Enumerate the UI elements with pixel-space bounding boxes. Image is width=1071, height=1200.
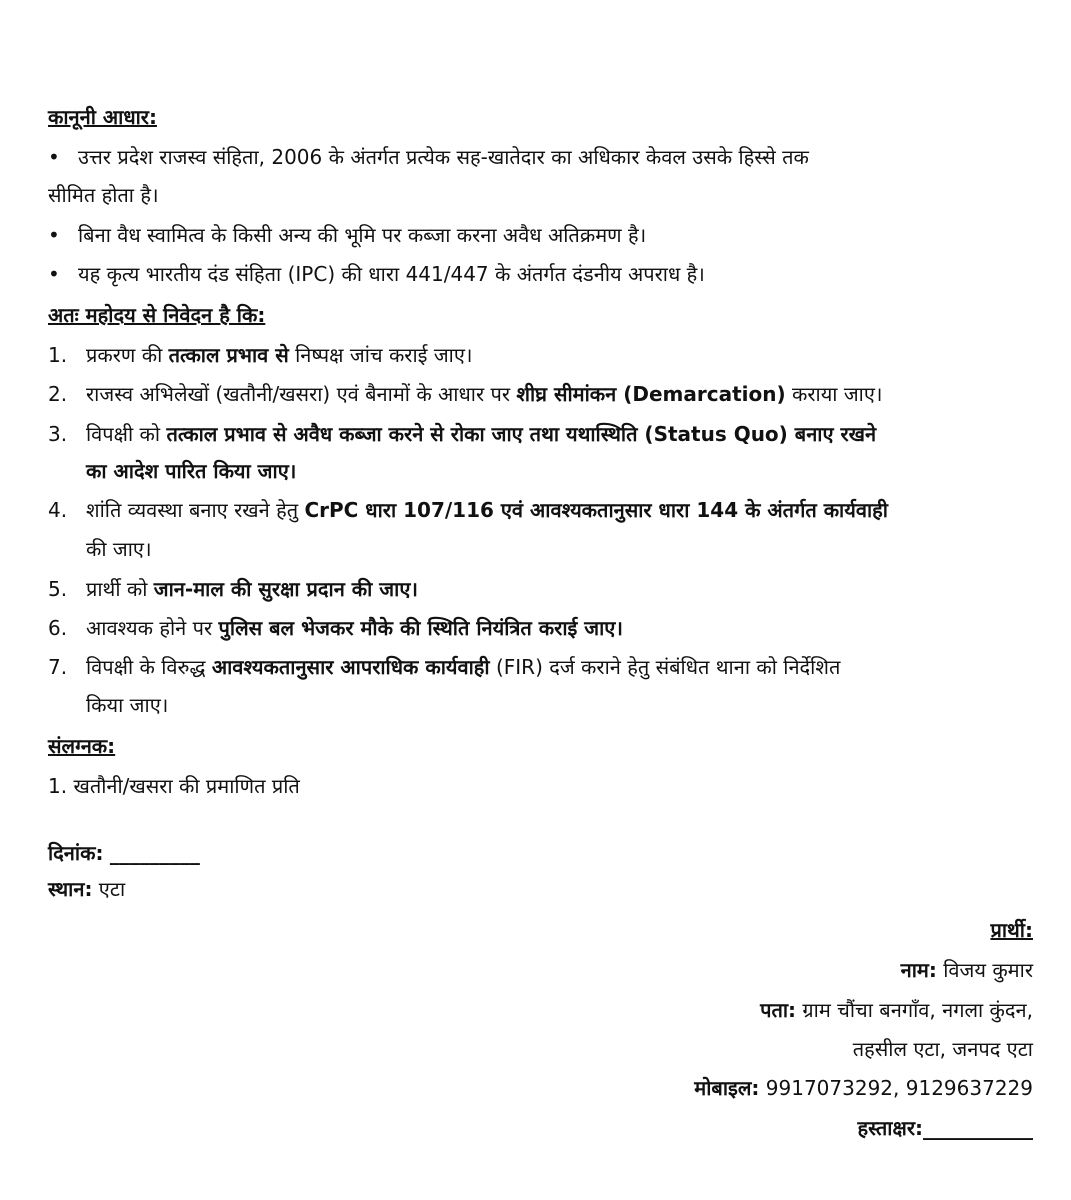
request-item-continuation: किया जाए।: [86, 693, 169, 717]
mobile-value: 9917073292, 9129637229: [759, 1076, 1033, 1100]
item-text: शांति व्यवस्था बनाए रखने हेतु: [86, 498, 305, 522]
item-text-bold: पुलिस बल भेजकर मौके की स्थिति नियंत्रित कराई जाए।: [218, 616, 623, 640]
legal-basis-item-continuation: सीमित होता है।: [48, 183, 159, 207]
item-number: 1.: [48, 774, 68, 798]
legal-basis-item-text: यह कृत्य भारतीय दंड संहिता (IPC) की धारा 441/447 के अंतर्गत दंडनीय अपराध है।: [78, 262, 705, 286]
request-item-continuation: का आदेश पारित किया जाए।: [86, 459, 297, 483]
request-item: [48, 575, 418, 603]
date-label: दिनांक:: [48, 841, 104, 865]
item-number: 2.: [48, 382, 68, 406]
item-number: 7.: [48, 655, 68, 679]
applicant-signature: [858, 1114, 1034, 1142]
item-number: 4.: [48, 498, 68, 522]
place-label: स्थान:: [48, 877, 93, 901]
date-blank: _________: [109, 841, 200, 865]
applicant-mobile: [694, 1074, 1033, 1102]
item-text: विपक्षी के विरुद्ध: [86, 655, 212, 679]
legal-basis-item: [48, 143, 809, 171]
item-text: प्रार्थी को: [86, 577, 154, 601]
item-text-bold: जान-माल की सुरक्षा प्रदान की जाए।: [153, 577, 418, 601]
request-item: [48, 420, 876, 448]
name-label: नाम:: [900, 958, 937, 982]
place-value: एटा: [92, 877, 126, 901]
applicant-heading: प्रार्थी:: [990, 918, 1033, 942]
item-text-bold: तत्काल प्रभाव से: [168, 343, 289, 367]
address-line-1: ग्राम चौंचा बनगाँव, नगला कुंदन,: [796, 998, 1033, 1022]
request-item: [48, 341, 473, 369]
attachment-item: [48, 772, 300, 800]
legal-basis-heading: कानूनी आधार:: [48, 105, 157, 129]
request-heading: अतः महोदय से निवेदन है कि:: [48, 303, 266, 327]
item-text: विपक्षी को: [86, 422, 167, 446]
applicant-address-line-2: तहसील एटा, जनपद एटा: [852, 1037, 1033, 1061]
legal-basis-item: [48, 221, 646, 249]
applicant-name: [901, 956, 1033, 984]
legal-basis-item-text: उत्तर प्रदेश राजस्व संहिता, 2006 के अंतर्गत प्रत्येक सह-खातेदार का अधिकार केवल उसके हिस्से तक: [78, 145, 809, 169]
item-text-bold: शीघ्र सीमांकन (Demarcation): [516, 382, 786, 406]
item-text: (FIR) दर्ज कराने हेतु संबंधित थाना को निर्देशित: [489, 655, 841, 679]
date-line: [48, 839, 200, 867]
mobile-label: मोबाइल:: [694, 1076, 760, 1100]
item-number: 6.: [48, 616, 68, 640]
attachments-heading: संलग्नक:: [48, 734, 116, 758]
item-text-bold: आवश्यकतानुसार आपराधिक कार्यवाही: [211, 655, 490, 679]
item-number: 1.: [48, 343, 68, 367]
applicant-address: [760, 996, 1033, 1024]
legal-basis-item-text: बिना वैध स्वामित्व के किसी अन्य की भूमि पर कब्जा करना अवैध अतिक्रमण है।: [78, 223, 647, 247]
address-label: पता:: [760, 998, 797, 1022]
item-text: प्रकरण की: [86, 343, 169, 367]
bullet: •: [48, 223, 60, 247]
request-item: [48, 496, 888, 524]
request-item: [48, 653, 840, 681]
legal-basis-item: [48, 260, 705, 288]
name-value: विजय कुमार: [936, 958, 1033, 982]
bullet: •: [48, 262, 60, 286]
item-number: 5.: [48, 577, 68, 601]
request-item-continuation: की जाए।: [86, 537, 152, 561]
signature-blank: ___________: [923, 1116, 1033, 1140]
request-item: [48, 380, 883, 408]
item-text: कराया जाए।: [785, 382, 883, 406]
item-text: निष्पक्ष जांच कराई जाए।: [288, 343, 473, 367]
signature-label: हस्ताक्षर:: [857, 1116, 923, 1140]
item-text-bold: CrPC धारा 107/116 एवं आवश्यकतानुसार धारा 144 के अंतर्गत कार्यवाही: [304, 498, 888, 522]
item-text: राजस्व अभिलेखों (खतौनी/खसरा) एवं बैनामों के आधार पर: [86, 382, 517, 406]
item-number: 3.: [48, 422, 68, 446]
attachment-text: खतौनी/खसरा की प्रमाणित प्रति: [73, 774, 300, 798]
bullet: •: [48, 145, 60, 169]
item-text-bold: तत्काल प्रभाव से अवैध कब्जा करने से रोका जाए तथा यथास्थिति (Status Quo) बनाए रखने: [166, 422, 877, 446]
place-line: [48, 875, 125, 903]
item-text: आवश्यक होने पर: [86, 616, 219, 640]
request-item: [48, 614, 623, 642]
